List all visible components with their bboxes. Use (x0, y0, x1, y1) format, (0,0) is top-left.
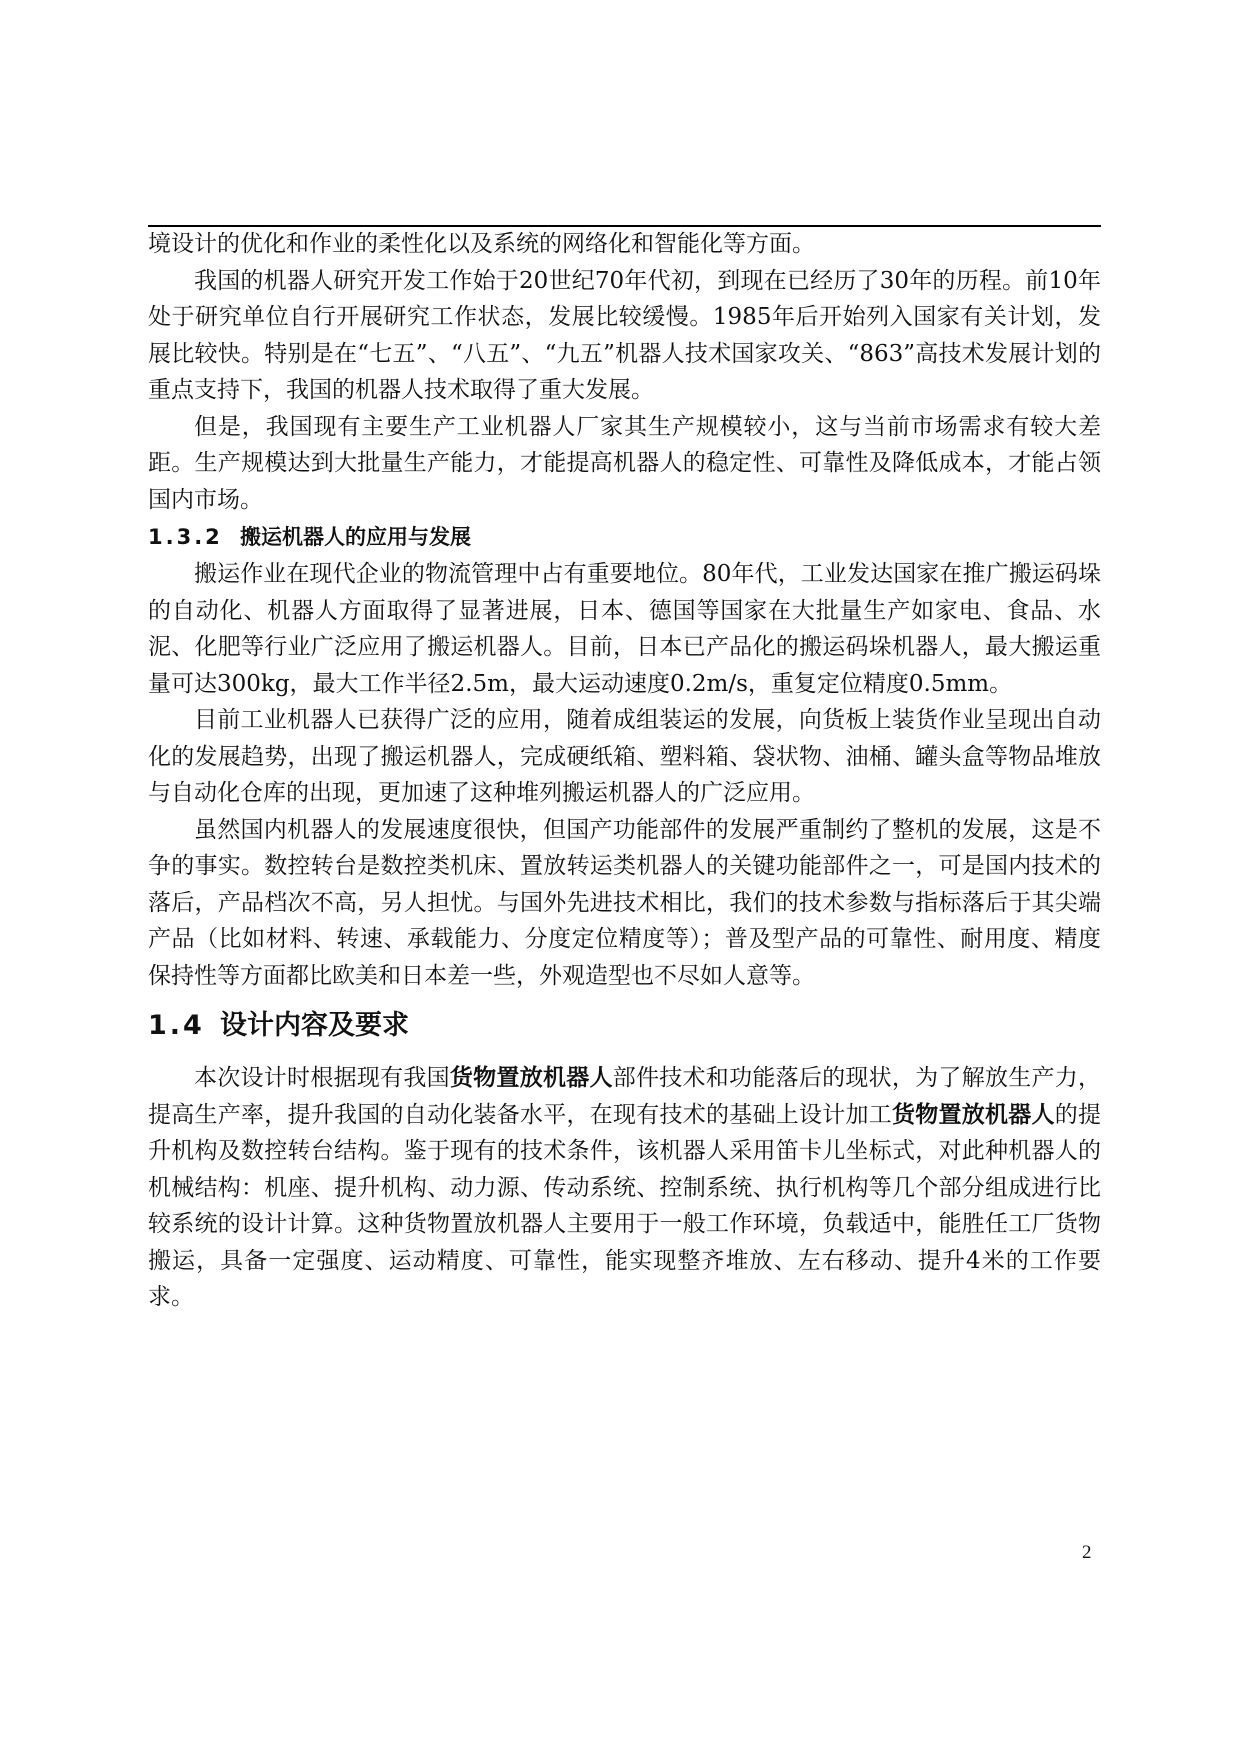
design-bold-term-1: 货物置放机器人 (449, 1065, 613, 1091)
design-text-part2: 部件技术和功能落后的现状，为了解放生产力，提高生产率，提升我国的自动化装备水平，在现有技术的基础上设计加工 (148, 1065, 1102, 1128)
section-number: 1.4 (148, 1010, 205, 1041)
paragraph-design-content (148, 1060, 1101, 1316)
paragraph-domestic-history: 我国的机器人研究开发工作始于20世纪70年代初，到现在已经历了30年的历程。前10年处于研究单位自行开展研究工作状态，发展比较缓慢。1985年后开始列入国家有关计划，发展比较快。特别是在“七五”、“八五”、“九五”机器人技术国家攻关、“863”高技术发展计划的重点支持下，我国的机器人技术取得了重大发展。 (148, 267, 1101, 403)
subsection-heading (148, 518, 1101, 556)
paragraph-continuation: 境设计的优化和作业的柔性化以及系统的网络化和智能化等方面。 (148, 231, 815, 257)
page-content (148, 226, 1101, 1316)
design-text-part1: 本次设计时根据现有我国 (194, 1065, 450, 1091)
paragraph-domestic-gap: 虽然国内机器人的发展速度很快，但国产功能部件的发展严重制约了整机的发展，这是不争的事实。数控转台是数控类机床、置放转运类机器人的关键功能部件之一，可是国内技术的落后，产品档次不高，另人担忧。与国外先进技术相比，我们的技术参数与指标落后于其尖端产品（比如材料、转速、承载能力、分度定位精度等）；普及型产品的可靠性、耐用度、精度保持性等方面都比欧美和日本差一些，外观造型也不尽如人意等。 (148, 816, 1101, 989)
paragraph-production-scale: 但是，我国现有主要生产工业机器人厂家其生产规模较小，这与当前市场需求有较大差距。生产规模达到大批量生产能力，才能提高机器人的稳定性、可靠性及降低成本，才能占领国内市场。 (148, 413, 1101, 513)
subsection-title: 搬运机器人的应用与发展 (240, 525, 471, 549)
design-bold-term-2: 货物置放机器人 (892, 1101, 1055, 1128)
design-text-part3: 的提升机构及数控转台结构。鉴于现有的技术条件，该机器人采用笛卡儿坐标式，对此种机器人的机械结构：机座、提升机构、动力源、传动系统、控制系统、执行机构等几个部分组成进行比较系统的设计计算。这种货物置放机器人主要用于一般工作环境，负载适中，能胜任工厂货物搬运，具备一定强度、运动精度、可靠性，能实现整齐堆放、左右移动、提升4米的工作要求。 (148, 1101, 1101, 1310)
subsection-number: 1.3.2 (148, 525, 223, 549)
section-title: 设计内容及要求 (220, 1010, 409, 1041)
paragraph-industrial-applications: 目前工业机器人已获得广泛的应用，随着成组装运的发展，向货板上装货作业呈现出自动化的发展趋势，出现了搬运机器人，完成硬纸箱、塑料箱、袋状物、油桶、罐头盒等物品堆放与自动化仓库的出现，更加速了这种堆列搬运机器人的广泛应用。 (148, 707, 1101, 806)
page-number: 2 (1082, 1542, 1092, 1563)
section-heading (148, 1004, 1101, 1048)
paragraph-handling-robots: 搬运作业在现代企业的物流管理中占有重要地位。80年代，工业发达国家在推广搬运码垛的自动化、机器人方面取得了显著进展，日本、德国等国家在大批量生产如家电、食品、水泥、化肥等行业广泛应用了搬运机器人。目前，日本已产品化的搬运码垛机器人，最大搬运重量可达300kg，最大工作半径2.5m，最大运动速度0.2m/s，重复定位精度0.5mm。 (148, 561, 1101, 697)
